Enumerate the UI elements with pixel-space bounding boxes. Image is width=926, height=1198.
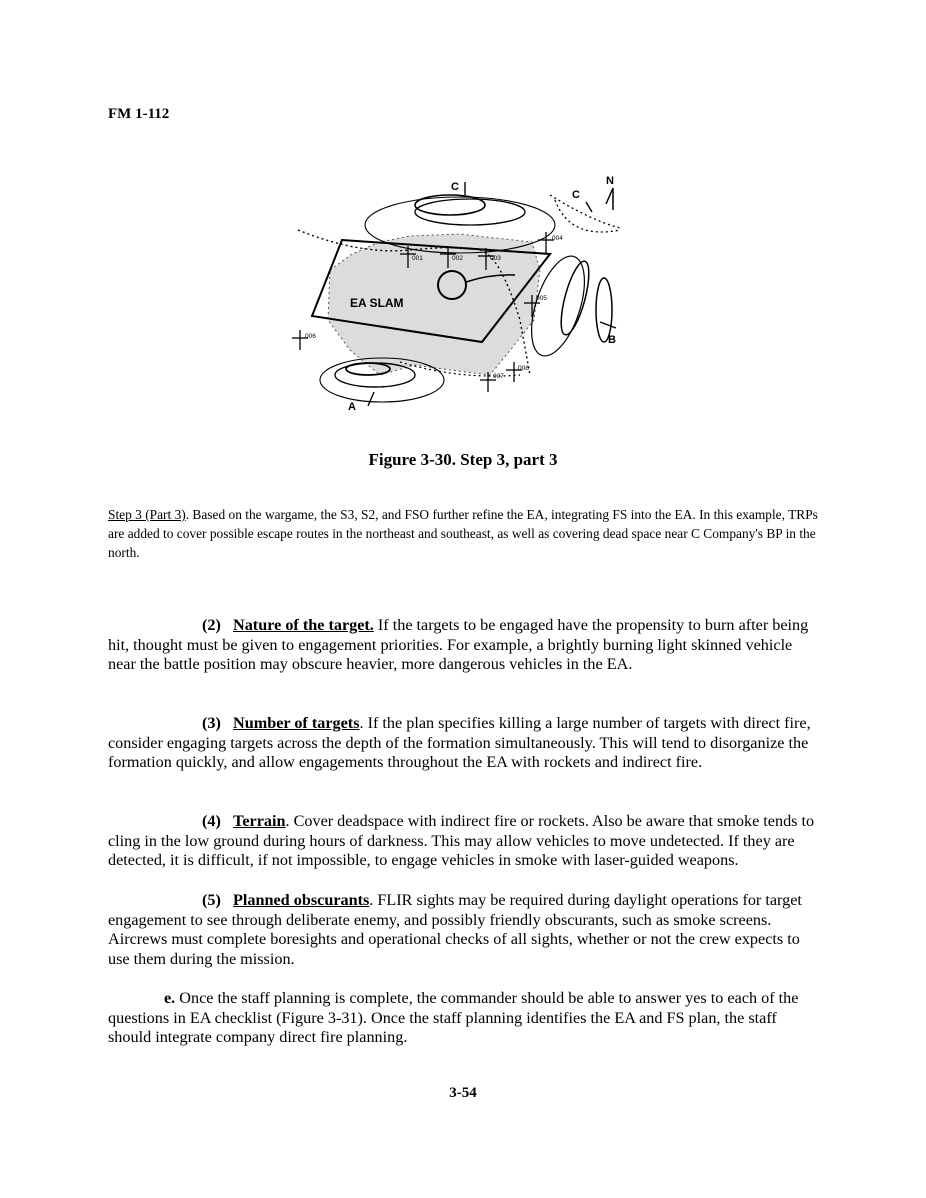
paragraph-text: . Cover deadspace with indirect fire or rockets. Also be aware that smoke tends to cling in the low ground during hours of darkness. This may allow vehicles to move undetected. If they are detected, it is difficult, if not impossible, to engage vehicles in smoke with laser-guided weapons. <box>108 812 815 870</box>
paragraph-e <box>108 989 820 1048</box>
position-label-c: C <box>451 181 459 193</box>
paragraph-text: . FLIR sights may be required during daylight operations for target engagement to see through deliberate enemy, and possibly friendly obscurants, such as smoke screens. Aircrews must complete boresights and operational checks of all sights, whether or not the crew expects to use them during the mission. <box>108 891 802 968</box>
paragraph-5 <box>108 891 820 969</box>
terrain-contour <box>415 199 525 225</box>
figure-note <box>108 505 820 562</box>
paragraph-letter: e. <box>164 989 176 1007</box>
figure-caption: Figure 3-30. Step 3, part 3 <box>368 450 558 469</box>
trp-007 <box>480 372 504 392</box>
paragraph-title: Planned obscurants <box>233 891 370 909</box>
page-header: FM 1-112 <box>108 106 170 122</box>
terrain-contour <box>596 278 612 342</box>
terrain-contour <box>556 259 595 338</box>
paragraph-2 <box>108 616 820 675</box>
trp-007-label: 007 <box>493 373 504 380</box>
trp-005-label: 005 <box>536 295 547 302</box>
trp-002-label: 002 <box>452 255 463 262</box>
trp-006-label: 006 <box>305 333 316 340</box>
paragraph-text: . If the plan specifies killing a large number of targets with direct fire, consider engaging targets across the depth of the formation simultaneously. This will tend to disorganize the formation quickly, and allow engagements throughout the EA with rockets and indirect fire. <box>108 714 811 772</box>
position-marker <box>600 322 616 328</box>
trp-001-label: 001 <box>412 255 423 262</box>
paragraph-3 <box>108 714 820 773</box>
note-text: . Based on the wargame, the S3, S2, and FSO further refine the EA, integrating FS into the EA. In this example, TRPs are added to cover possible escape routes in the northeast and southeast, as well as covering dead space near C Company's BP in the north. <box>108 507 818 560</box>
north-arrow <box>606 188 613 204</box>
trp-003-label: 003 <box>490 255 501 262</box>
paragraph-number: (5) <box>202 891 221 909</box>
ea-label: EA SLAM <box>350 296 404 310</box>
page-number: 3-54 <box>449 1085 477 1101</box>
north-label: N <box>606 175 614 187</box>
paragraph-number: (2) <box>202 616 221 634</box>
trp-004 <box>538 232 563 254</box>
position-label-c: C <box>572 189 580 201</box>
position-marker <box>586 202 592 212</box>
paragraph-title: Number of targets <box>233 714 360 732</box>
trp-008 <box>506 362 529 382</box>
paragraph-text: If the targets to be engaged have the propensity to burn after being hit, thought must be given to engagement priorities. For example, a brightly burning light skinned vehicle near the battle position may obscure heavier, more dangerous vehicles in the EA. <box>108 616 809 674</box>
trp-006 <box>292 330 316 350</box>
paragraph-number: (3) <box>202 714 221 732</box>
paragraph-title: Terrain <box>233 812 286 830</box>
route-dotted <box>550 195 620 228</box>
note-lead: Step 3 (Part 3) <box>108 507 186 522</box>
position-label-a: A <box>348 401 356 413</box>
position-marker <box>368 392 374 406</box>
paragraph-title: Nature of the target. <box>233 616 374 634</box>
position-label-b: B <box>608 334 616 346</box>
trp-004-label: 004 <box>552 235 563 242</box>
paragraph-number: (4) <box>202 812 221 830</box>
engagement-area-map <box>290 170 640 415</box>
paragraph-text: Once the staff planning is complete, the commander should be able to answer yes to each of the questions in EA checklist (Figure 3-31). Once the staff planning identifies the EA and FS plan, the staff should integrate company direct fire planning. <box>108 989 799 1047</box>
trp-008-label: 008 <box>518 365 529 372</box>
paragraph-4 <box>108 812 820 871</box>
